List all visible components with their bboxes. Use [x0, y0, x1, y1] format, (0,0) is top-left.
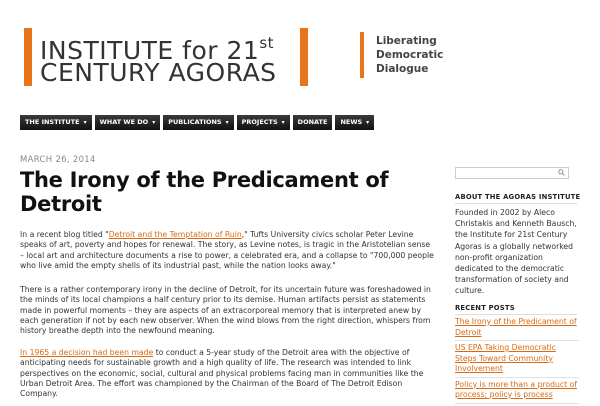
post-paragraph-3 [20, 348, 435, 399]
logo-bar-right [300, 28, 308, 86]
caret-down-icon: ▾ [83, 119, 87, 126]
post-paragraph-1 [20, 230, 435, 271]
recent-posts-heading: RECENT POSTS [455, 304, 515, 312]
link-1965-decision[interactable]: In 1965 a decision had been made [20, 348, 154, 357]
logo-superscript: st [259, 34, 275, 52]
post-title: The Irony of the Predicament of Detroit [20, 168, 389, 216]
divider [455, 314, 577, 315]
main-nav [20, 115, 377, 130]
about-heading: ABOUT THE AGORAS INSTITUTE [455, 193, 581, 201]
nav-item-the-institute[interactable] [20, 115, 92, 130]
site-logo[interactable] [24, 26, 314, 88]
nav-item-news[interactable] [335, 115, 374, 130]
nav-item-publications[interactable] [163, 115, 233, 130]
nav-item-projects[interactable] [237, 115, 290, 130]
nav-label: WHAT WE DO [99, 118, 149, 126]
post-paragraph-2: There is a rather contemporary irony in the decline of Detroit, for its uncertain future was foreshadowed in the minds of its local champions a half century prior to its demise. Human artifacts persist as statements made in powerful moments – they are aspects of an extracorporeal memory that is interpreted anew by each generation if not by each new observer. When the wind blows from the right direction, whispers from history breathe depth into the newfound meaning. [20, 285, 431, 336]
logo-line-2: CENTURY AGORAS [40, 58, 277, 87]
tagline-text [376, 34, 476, 76]
tagline-bar [360, 32, 364, 78]
caret-down-icon: ▾ [366, 119, 370, 126]
recent-posts-list [455, 317, 579, 406]
text-run: ," Tufts University civics scholar Peter Levine speaks of art, poverty and hopes for renewal. The story, as Levine notes, is tragic in the Aristotelian sense – local art and architecture documents a rise to power, a celebrated era, and a collapse to "700,000 people who live amid the empty shells of its industrial past, while the nation looks away." [20, 230, 434, 270]
nav-item-donate[interactable] [293, 115, 333, 130]
logo-bar-left [24, 28, 32, 86]
text-run: In a recent blog titled " [20, 230, 109, 239]
caret-down-icon: ▾ [225, 119, 229, 126]
divider [455, 203, 577, 204]
logo-line-1-text: INSTITUTE for 21 [40, 36, 260, 65]
nav-label: NEWS [340, 118, 363, 126]
caret-down-icon: ▾ [152, 119, 156, 126]
recent-post-link[interactable]: US EPA Taking Democratic Steps Toward Community Involvement [455, 343, 556, 373]
text-run: to conduct a 5-year study of the Detroit area with the objective of anticipating needs for sustainable growth and a high quality of life. The research was intended to link perspectives on the economic, social, cultural and physical problems facing man in communities like the Urban Detroit Area. The effort was championed by the Chairman of the Board of The Detroit Edison Company. [20, 348, 424, 399]
tagline-line-2: Democratic [376, 49, 444, 61]
list-item [455, 343, 579, 378]
nav-item-what-we-do[interactable] [95, 115, 161, 130]
recent-post-link[interactable]: Policy is more than a product of process; policy is process [455, 379, 577, 399]
nav-label: DONATE [297, 118, 328, 126]
list-item [455, 317, 579, 341]
search-icon[interactable] [558, 169, 565, 176]
nav-label: PUBLICATIONS [168, 118, 222, 126]
tagline-line-1: Liberating [376, 35, 437, 47]
search-input[interactable] [456, 177, 558, 187]
recent-post-link[interactable]: The Irony of the Predicament of Detroit [455, 317, 577, 337]
post-date: MARCH 26, 2014 [20, 155, 96, 165]
caret-down-icon: ▾ [281, 119, 285, 126]
tagline-line-3: Dialogue [376, 63, 429, 75]
search-box [455, 167, 569, 179]
nav-label: PROJECTS [241, 118, 278, 126]
nav-label: THE INSTITUTE [25, 118, 80, 126]
link-detroit-temptation-of-ruin[interactable]: Detroit and the Temptation of Ruin [108, 230, 242, 239]
about-text: Founded in 2002 by Aleco Christakis and Kenneth Bausch, the Institute for 21st Century Agoras is a globally networked non-profit organization dedicated to the democratic transformation of society and culture. [455, 208, 577, 296]
